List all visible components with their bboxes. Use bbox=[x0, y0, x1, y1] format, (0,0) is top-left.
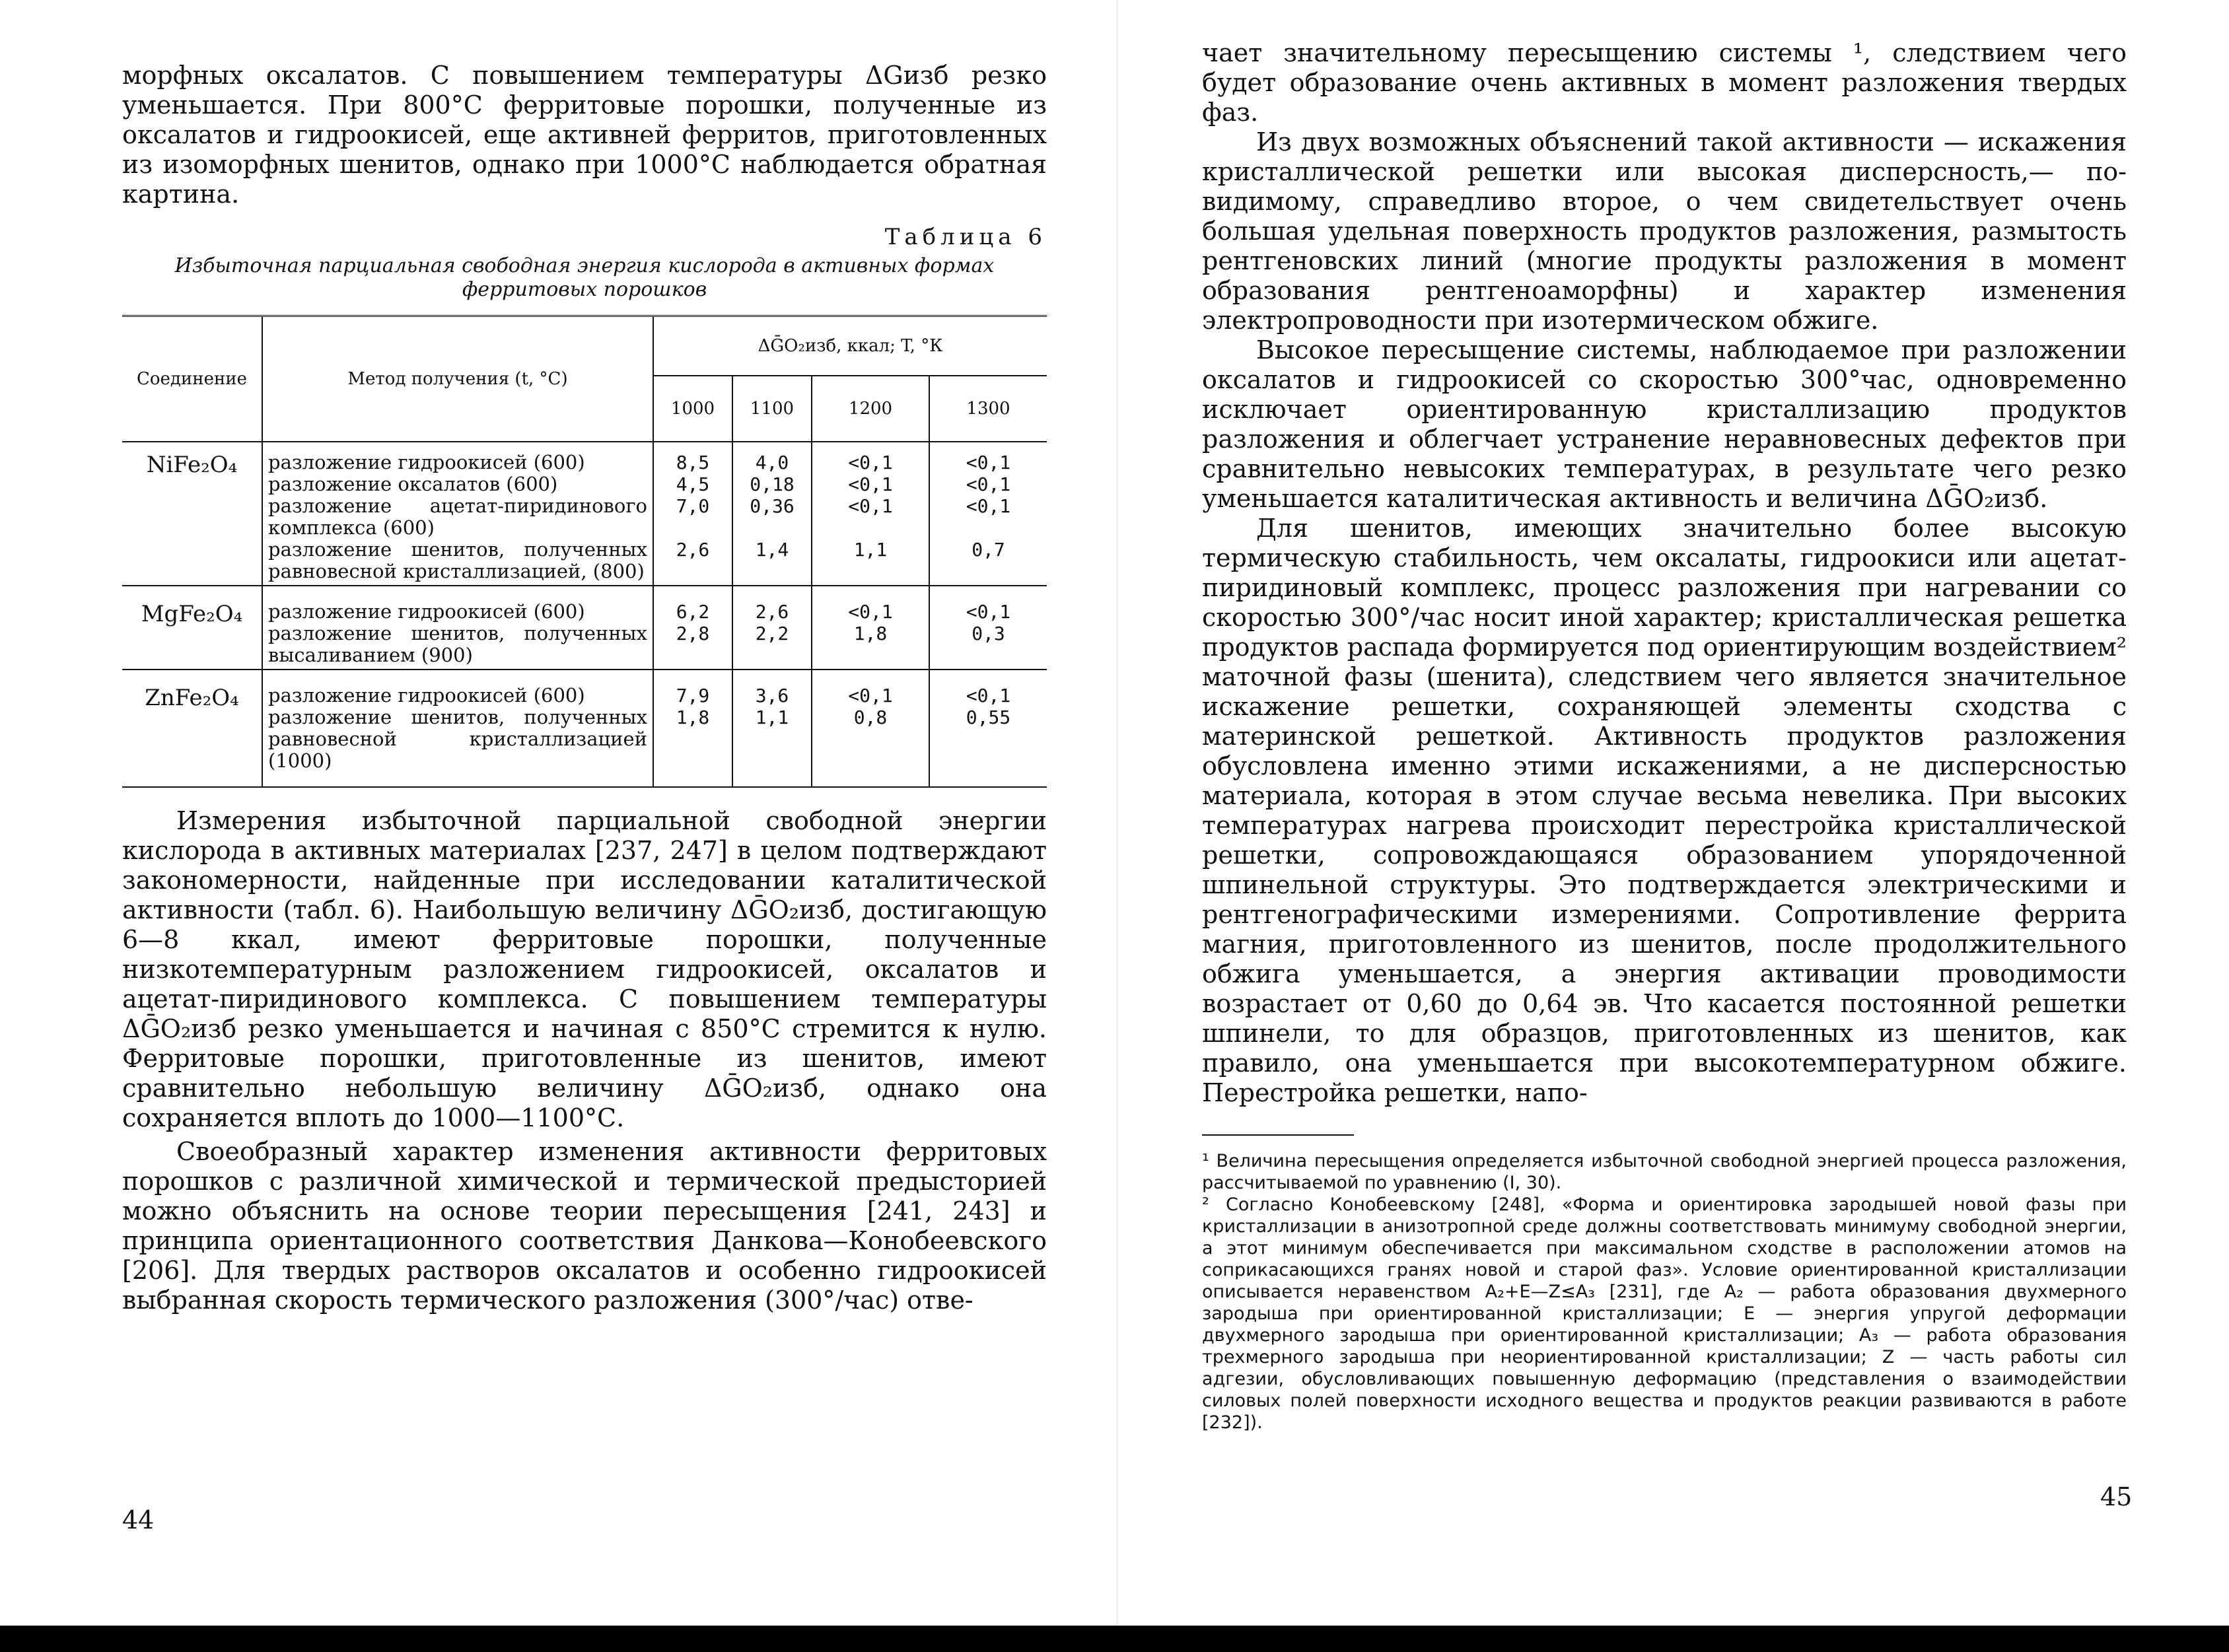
table-caption: Избыточная парциальная свободная энергия кислорода в активных формах ферритовых порошков bbox=[174, 254, 995, 301]
method-list: разложение гидроокисей (600) разложение шенитов, полученных высаливанием (900) bbox=[262, 598, 653, 670]
table-row bbox=[122, 442, 1047, 586]
header-t1200: 1200 bbox=[812, 376, 929, 442]
right-paragraph-1: чает значительному пересыщению системы ¹, следствием чего будет образование очень активных в момент разложения твердых фаз. bbox=[1202, 38, 2127, 127]
left-paragraph-oxalates: морфных оксалатов. С повышением температуры ΔGизб резко уменьшается. При 800°С ферритовые порошки, полученные из оксалатов и гидроокисей, еще активней ферритов, приготовленных из изоморфных шенитов, однако при 1000°С наблюдается обратная картина. bbox=[122, 61, 1047, 209]
right-paragraph-3: Высокое пересыщение системы, наблюдаемое при разложении оксалатов и гидроокисей со скоростью 300°час, одновременно исключает ориентированную кристаллизацию продуктов разложения и облегчает устранение неравновесных дефектов при сравнительно невысоких температурах, в результате чего резко уменьшается каталитическая активность и величина ΔḠO₂изб. bbox=[1202, 335, 2127, 513]
footnote-1: ¹ Величина пересыщения определяется избыточной свободной энергией процесса разложения, рассчитываемой по уравнению (I, 30). bbox=[1202, 1151, 2127, 1193]
right-column bbox=[1202, 38, 2127, 1433]
header-t1300: 1300 bbox=[929, 376, 1047, 442]
header-t1100: 1100 bbox=[732, 376, 812, 442]
footnote-2: ² Согласно Конобеевскому [248], «Форма и ориентировка зародышей новой фазы при кристаллизации в анизотропной среде должны соответствовать минимуму свободной энергии, а этот минимум обеспечивается при максимальном сходстве в расположении атомов на соприкасающихся гранях новой и старой фаз». Условие ориентированной кристаллизации описывается неравенством A₂+E—Z≤A₃ [231], где A₂ — работа образования двухмерного зародыша при ориентированной кристаллизации; E — энергия упругой деформации двухмерного зародыша при ориентированной кристаллизации; A₃ — работа образования трехмерного зародыша при неориентированной кристаллизации; Z — часть работы сил адгезии, обусловливающих повышенную деформацию (представления о взаимодействии силовых полей поверхности исходного вещества и продуктов реакции развиваются в работе [232]). bbox=[1202, 1194, 2127, 1433]
value-1200: <0,1 <0,1 <0,1 1,1 bbox=[812, 442, 929, 586]
compound-name: MgFe₂O₄ bbox=[141, 601, 243, 627]
compound-name: ZnFe₂O₄ bbox=[145, 685, 239, 711]
header-compound: Соединение bbox=[122, 316, 262, 442]
value-1000: 7,9 1,8 bbox=[653, 682, 732, 787]
value-1300: <0,1 0,3 bbox=[929, 598, 1047, 670]
value-1000: 8,5 4,5 7,0 2,6 bbox=[653, 442, 732, 586]
table-number: Таблица 6 bbox=[884, 224, 1047, 250]
value-1300: <0,1 <0,1 <0,1 0,7 bbox=[929, 442, 1047, 586]
value-1200: <0,1 0,8 bbox=[812, 682, 929, 787]
header-method: Метод получения (t, °С) bbox=[262, 316, 653, 442]
value-1100: 2,6 2,2 bbox=[732, 598, 812, 670]
table-row bbox=[122, 682, 1047, 787]
left-paragraph-peculiar: Своеобразный характер изменения активности ферритовых порошков с различной химической и термической предысторией можно объяснить на основе теории пересыщения [241, 243] и принципа ориентационного соответствия Данкова—Конобеевского [206]. Для твердых растворов оксалатов и особенно гидроокисей выбранная скорость термического разложения (300°/час) отве- bbox=[122, 1137, 1047, 1315]
page-number-left: 44 bbox=[122, 1505, 155, 1534]
value-1200: <0,1 1,8 bbox=[812, 598, 929, 670]
value-1000: 6,2 2,8 bbox=[653, 598, 732, 670]
scan-border bbox=[0, 1626, 2229, 1652]
method-list: разложение гидроокисей (600) разложение шенитов, полученных равновесной кристаллизацией (1000) bbox=[262, 682, 653, 787]
page-number-right: 45 bbox=[2100, 1482, 2133, 1511]
value-1100: 4,0 0,18 0,36 1,4 bbox=[732, 442, 812, 586]
left-page bbox=[0, 0, 1123, 1626]
compound-name: NiFe₂O₄ bbox=[146, 452, 238, 478]
header-dg: ΔḠO₂изб, ккал; T, °К bbox=[653, 316, 1047, 376]
footnote-rule bbox=[1202, 1134, 1354, 1136]
right-paragraph-2: Из двух возможных объяснений такой активности — искажения кристаллической решетки или высокая дисперсность,— по-видимому, справедливо второе, о чем свидетельствует очень большая удельная поверхность продуктов разложения, размытость рентгеновских линий (многие продукты разложения в момент образования рентгеноаморфны) и характер изменения электропроводности при изотермическом обжиге. bbox=[1202, 127, 2127, 335]
right-page bbox=[1123, 0, 2229, 1626]
right-paragraph-4: Для шенитов, имеющих значительно более высокую термическую стабильность, чем оксалаты, гидроокиси или ацетат-пиридиновый комплекс, процесс разложения при нагревании со скоростью 300°/час носит иной характер; кристаллическая решетка продуктов распада формируется под ориентирующим воздействием² маточной фазы (шенита), следствием чего является значительное искажение решетки, сохраняющей элементы сходства с материнской решеткой. Активность продуктов разложения обусловлена именно этими искажениями, а не дисперсностью материала, которая в этом случае весьма невелика. При высоких температурах нагрева происходит перестройка кристаллической решетки, сопровождающаяся образованием упорядоченной шпинельной структуры. Это подтверждается электрическими и рентгенографическими измерениями. Сопротивление феррита магния, приготовленного из шенитов, после продолжительного обжига уменьшается, а энергия активации проводимости возрастает от 0,60 до 0,64 эв. Что касается постоянной решетки шпинели, то для образцов, приготовленных из шенитов, как правило, она уменьшается при высокотемпературном обжиге. Перестройка решетки, напо- bbox=[1202, 514, 2127, 1107]
value-1100: 3,6 1,1 bbox=[732, 682, 812, 787]
left-paragraph-measurements: Измерения избыточной парциальной свободной энергии кислорода в активных материалах [237, 247] в целом подтверждают закономерности, найденные при исследовании каталитической активности (табл. 6). Наибольшую величину ΔḠO₂изб, достигающую 6—8 ккал, имеют ферритовые порошки, полученные низкотемпературным разложением гидроокисей, оксалатов и ацетат-пиридинового комплекса. С повышением температуры ΔḠO₂изб резко уменьшается и начиная с 850°С стремится к нулю. Ферритовые порошки, приготовленные из шенитов, имеют сравнительно небольшую величину ΔḠO₂изб, однако она сохраняется вплоть до 1000—1100°С. bbox=[122, 806, 1047, 1132]
table-row bbox=[122, 598, 1047, 670]
header-t1000: 1000 bbox=[653, 376, 732, 442]
energy-table bbox=[122, 315, 1047, 788]
value-1300: <0,1 0,55 bbox=[929, 682, 1047, 787]
left-column bbox=[122, 61, 1047, 1315]
method-list: разложение гидроокисей (600) разложение оксалатов (600) разложение ацетат-пиридинового комплекса (600) разложение шенитов, полученных равновесной кристаллизацией, (800) bbox=[262, 442, 653, 586]
